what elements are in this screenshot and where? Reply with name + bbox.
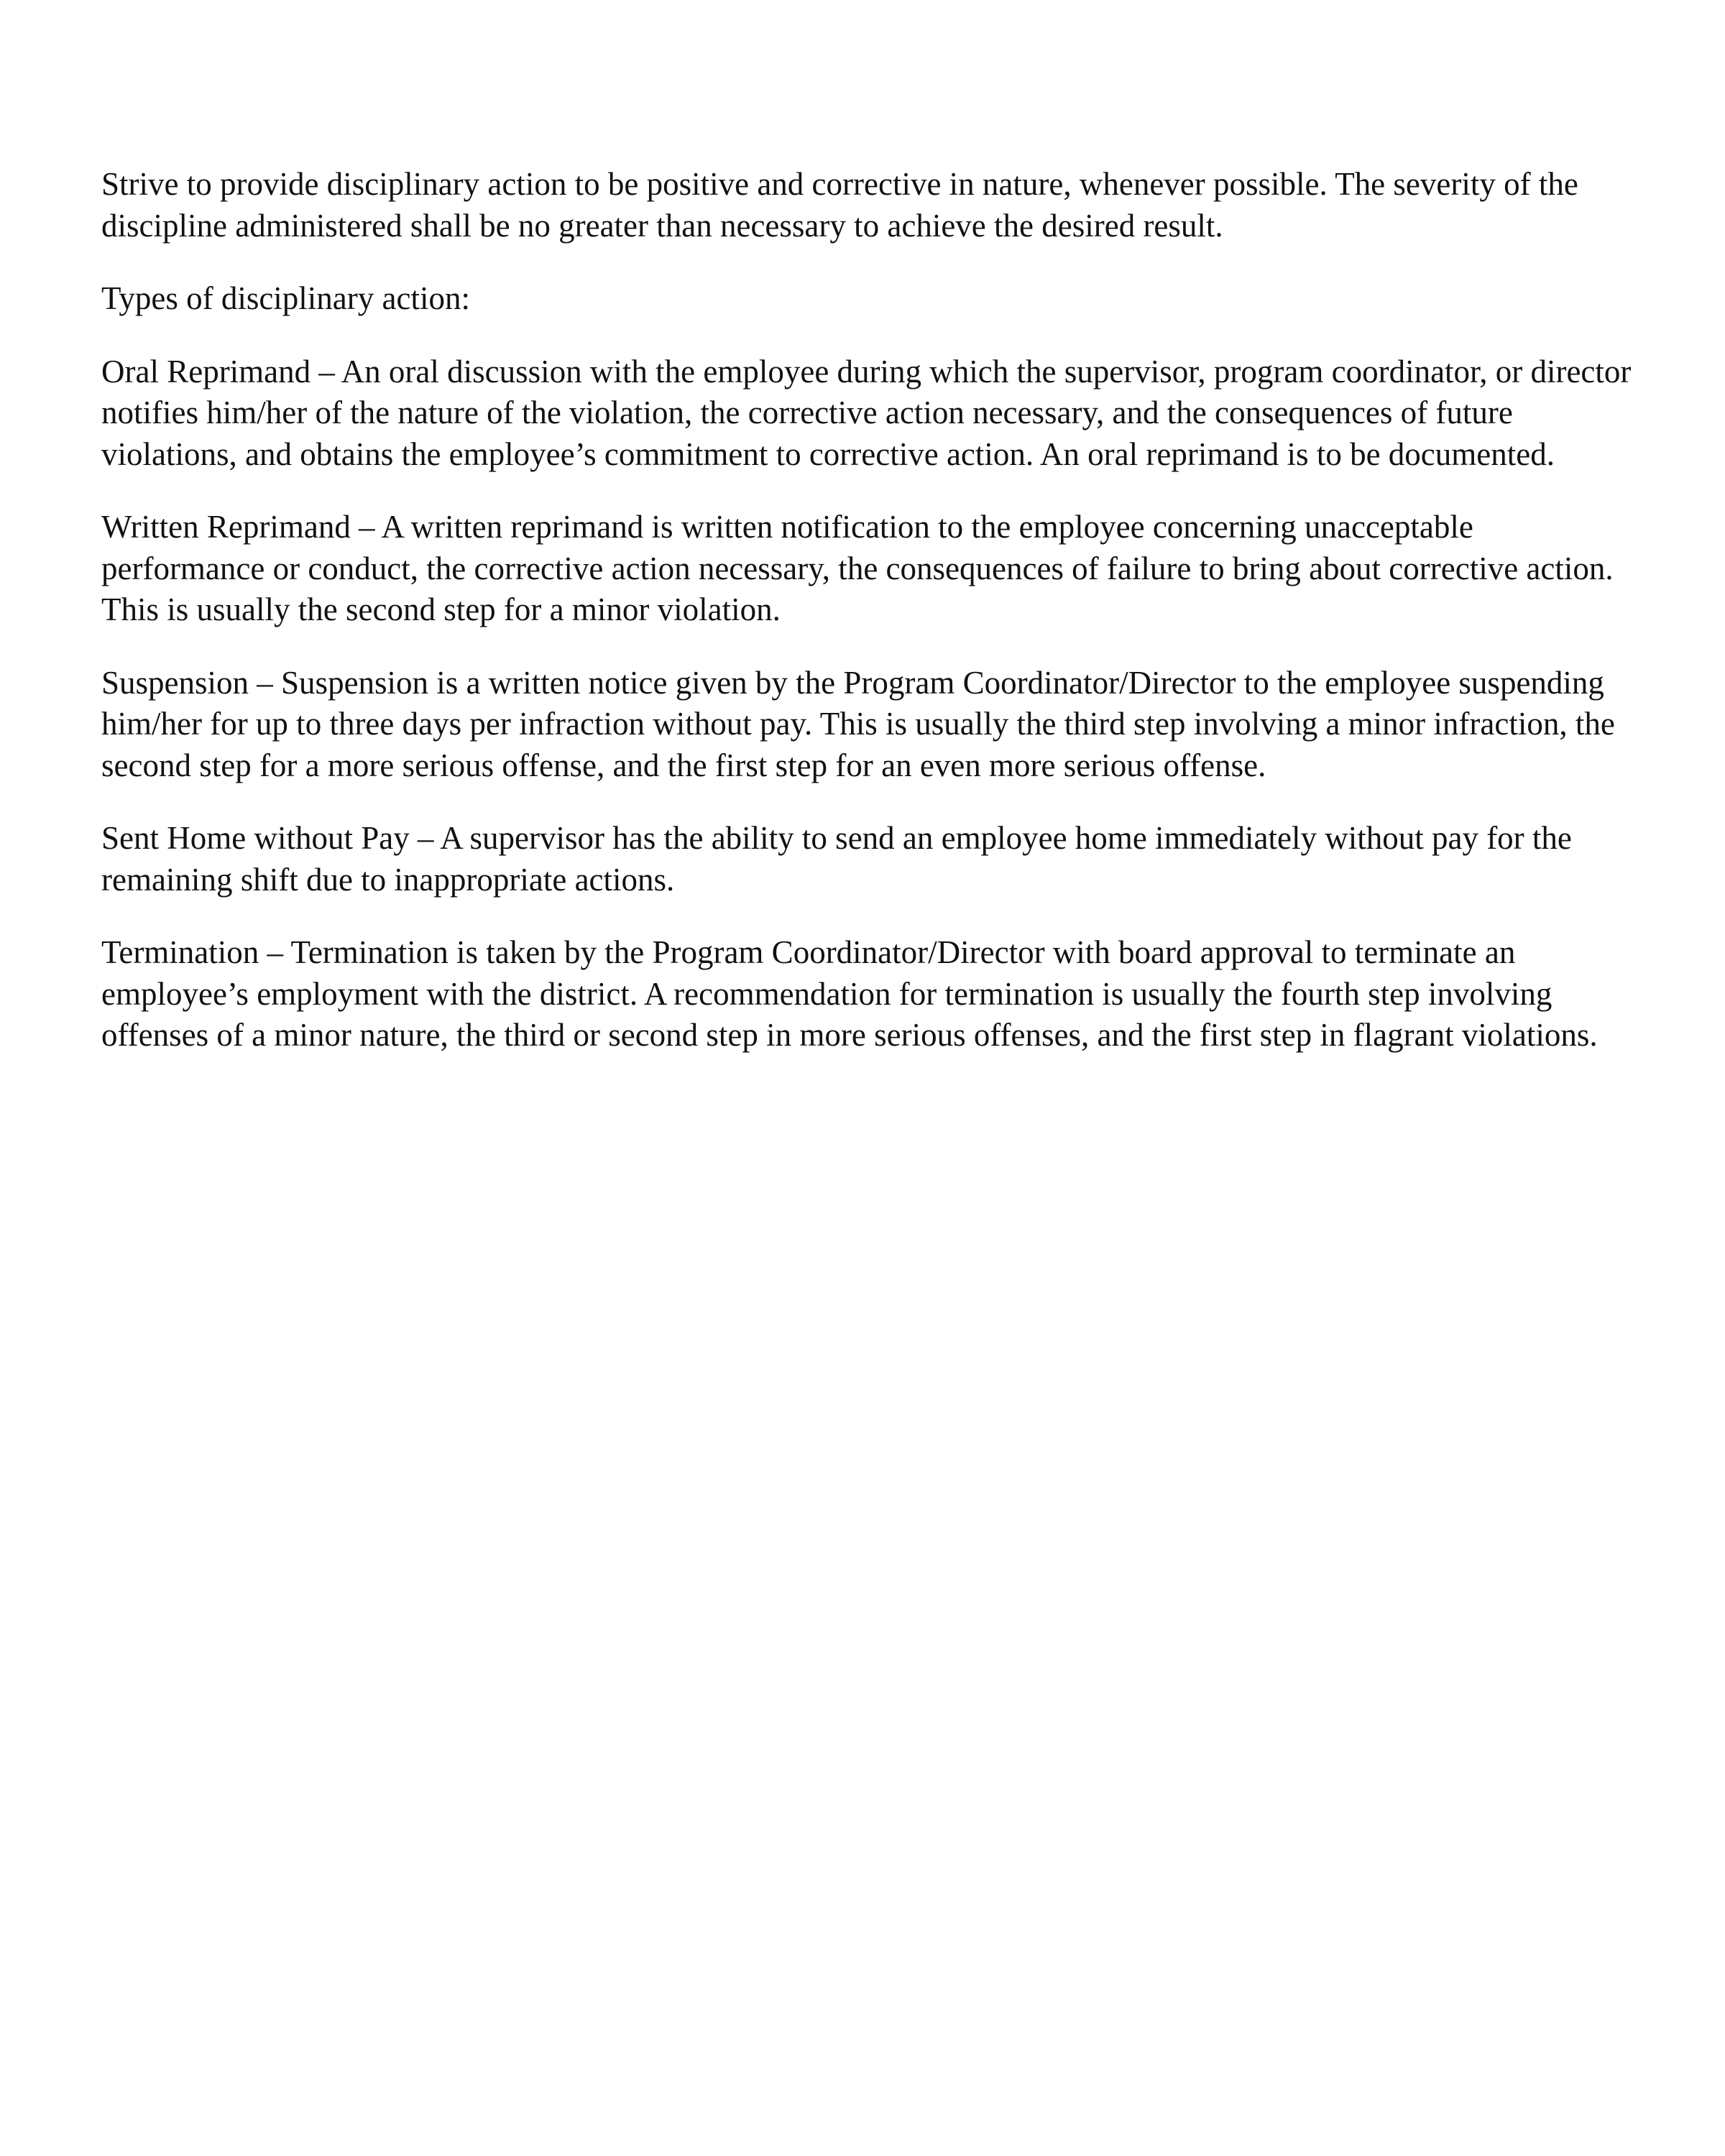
types-heading: Types of disciplinary action: — [101, 280, 470, 316]
oral-reprimand-paragraph: Oral Reprimand – An oral discussion with the employee during which the supervisor, program coordinator, or director notifies him/her of the nature of the violation, the corrective action necessary, and the consequences of future violations, and obtains the employee’s commitment to corrective action. An oral reprimand is to be documented. — [101, 353, 1632, 472]
written-reprimand-paragraph: Written Reprimand – A written reprimand is written notification to the employee concerning unacceptable performance or conduct, the corrective action necessary, the consequences of failure to bring about corrective action. This is usually the second step for a minor violation. — [101, 509, 1614, 627]
sent-home-paragraph: Sent Home without Pay – A supervisor has the ability to send an employee home immediately without pay for the remaining shift due to inappropriate actions. — [101, 820, 1572, 898]
intro-paragraph: Strive to provide disciplinary action to be positive and corrective in nature, whenever possible. The severity of the discipline administered shall be no greater than necessary to achieve the desired result. — [101, 166, 1578, 244]
termination-paragraph: Termination – Termination is taken by the Program Coordinator/Director with board approval to terminate an employee’s employment with the district. A recommendation for termination is usually the fourth step involving offenses of a minor nature, the third or second step in more serious offenses, and the first step in flagrant violations. — [101, 934, 1598, 1053]
document-body — [101, 164, 1632, 1088]
suspension-paragraph: Suspension – Suspension is a written notice given by the Program Coordinator/Director to the employee suspending him/her for up to three days per infraction without pay. This is usually the third step involving a minor infraction, the second step for a more serious offense, and the first step for an even more serious offense. — [101, 664, 1615, 783]
